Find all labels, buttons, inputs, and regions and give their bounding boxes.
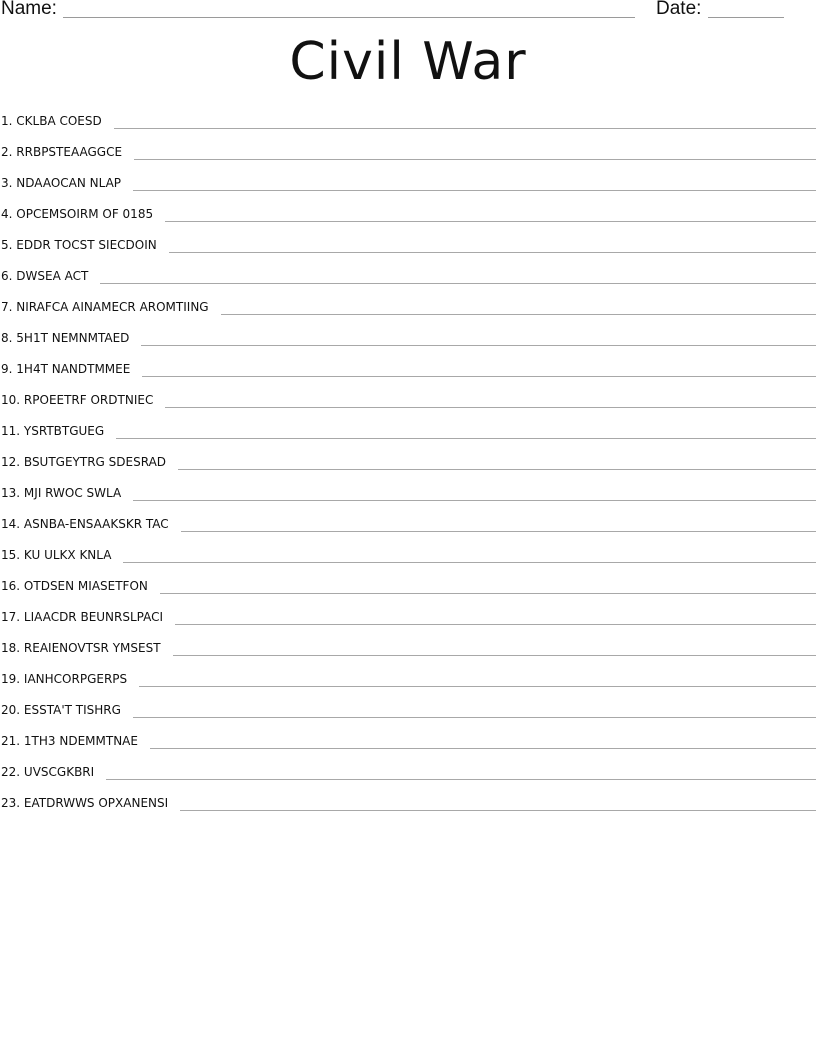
item-number: 20. bbox=[1, 703, 21, 717]
item-number: 23. bbox=[1, 796, 21, 810]
scrambled-word bbox=[0, 575, 148, 597]
item-number: 14. bbox=[1, 517, 21, 531]
scramble-item bbox=[0, 699, 816, 730]
scramble-item bbox=[0, 420, 816, 451]
scrambled-word bbox=[0, 327, 129, 349]
scrambled-word bbox=[0, 234, 157, 256]
scrambled-word bbox=[0, 668, 127, 690]
answer-line[interactable] bbox=[123, 562, 816, 563]
scrambled-letters: REAIENOVTSR YMSEST bbox=[23, 641, 161, 655]
scrambled-letters: ESSTA'T TISHRG bbox=[23, 703, 121, 717]
worksheet-header bbox=[0, 0, 816, 24]
scrambled-letters: 1TH3 NDEMMTNAE bbox=[23, 734, 138, 748]
scramble-item bbox=[0, 327, 816, 358]
scrambled-letters: CKLBA COESD bbox=[16, 114, 102, 128]
scrambled-word bbox=[0, 172, 121, 194]
scramble-item bbox=[0, 792, 816, 823]
scramble-item bbox=[0, 482, 816, 513]
name-label: Name: bbox=[1, 0, 57, 19]
scramble-item bbox=[0, 234, 816, 265]
answer-line[interactable] bbox=[133, 717, 816, 718]
scrambled-word bbox=[0, 544, 111, 566]
scrambled-letters: EDDR TOCST SIECDOIN bbox=[16, 238, 157, 252]
answer-line[interactable] bbox=[142, 376, 816, 377]
answer-line[interactable] bbox=[181, 531, 816, 532]
scramble-item bbox=[0, 513, 816, 544]
scramble-item bbox=[0, 544, 816, 575]
item-number: 1. bbox=[1, 114, 13, 128]
scrambled-word bbox=[0, 451, 166, 473]
answer-line[interactable] bbox=[169, 252, 816, 253]
answer-line[interactable] bbox=[165, 221, 816, 222]
scramble-item bbox=[0, 296, 816, 327]
item-number: 8. bbox=[1, 331, 13, 345]
item-number: 17. bbox=[1, 610, 21, 624]
item-number: 5. bbox=[1, 238, 13, 252]
scrambled-word bbox=[0, 482, 121, 504]
scrambled-letters: OPCEMSOIRM OF 0185 bbox=[16, 207, 154, 221]
item-number: 18. bbox=[1, 641, 21, 655]
item-number: 4. bbox=[1, 207, 13, 221]
answer-line[interactable] bbox=[116, 438, 816, 439]
scrambled-letters: MJI RWOC SWLA bbox=[23, 486, 122, 500]
item-number: 6. bbox=[1, 269, 13, 283]
scrambled-word bbox=[0, 141, 122, 163]
scrambled-word bbox=[0, 420, 104, 442]
answer-line[interactable] bbox=[114, 128, 816, 129]
scramble-item bbox=[0, 265, 816, 296]
scramble-item bbox=[0, 389, 816, 420]
scrambled-word bbox=[0, 699, 121, 721]
answer-line[interactable] bbox=[165, 407, 816, 408]
scramble-item bbox=[0, 141, 816, 172]
scrambled-letters: UVSCGKBRI bbox=[23, 765, 95, 779]
scrambled-word bbox=[0, 637, 161, 659]
name-answer-line[interactable] bbox=[63, 17, 635, 18]
answer-line[interactable] bbox=[141, 345, 816, 346]
scrambled-letters: ASNBA-ENSAAKSKR TAC bbox=[23, 517, 169, 531]
answer-line[interactable] bbox=[221, 314, 816, 315]
scrambled-word bbox=[0, 730, 138, 752]
date-answer-line[interactable] bbox=[708, 17, 784, 18]
item-number: 9. bbox=[1, 362, 13, 376]
scrambled-word bbox=[0, 296, 209, 318]
answer-line[interactable] bbox=[139, 686, 816, 687]
answer-line[interactable] bbox=[106, 779, 816, 780]
scrambled-word bbox=[0, 389, 153, 411]
answer-line[interactable] bbox=[133, 190, 816, 191]
answer-line[interactable] bbox=[150, 748, 816, 749]
scrambled-letters: EATDRWWS OPXANENSI bbox=[23, 796, 169, 810]
item-number: 21. bbox=[1, 734, 21, 748]
item-number: 7. bbox=[1, 300, 13, 314]
scramble-item bbox=[0, 451, 816, 482]
scramble-item bbox=[0, 668, 816, 699]
word-scramble-list bbox=[0, 110, 816, 823]
scrambled-letters: YSRTBTGUEG bbox=[23, 424, 105, 438]
item-number: 10. bbox=[1, 393, 21, 407]
scramble-item bbox=[0, 203, 816, 234]
scrambled-letters: OTDSEN MIASETFON bbox=[23, 579, 148, 593]
item-number: 13. bbox=[1, 486, 21, 500]
scrambled-letters: 1H4T NANDTMMEE bbox=[16, 362, 131, 376]
item-number: 3. bbox=[1, 176, 13, 190]
scrambled-word bbox=[0, 513, 169, 535]
answer-line[interactable] bbox=[160, 593, 816, 594]
answer-line[interactable] bbox=[178, 469, 816, 470]
scramble-item bbox=[0, 730, 816, 761]
scrambled-word bbox=[0, 761, 94, 783]
scramble-item bbox=[0, 761, 816, 792]
scramble-item bbox=[0, 172, 816, 203]
answer-line[interactable] bbox=[175, 624, 816, 625]
item-number: 2. bbox=[1, 145, 13, 159]
scrambled-word bbox=[0, 792, 168, 814]
item-number: 19. bbox=[1, 672, 21, 686]
scramble-item bbox=[0, 358, 816, 389]
scramble-item bbox=[0, 575, 816, 606]
scrambled-word bbox=[0, 606, 163, 628]
scrambled-letters: IANHCORPGERPS bbox=[23, 672, 128, 686]
scrambled-letters: KU ULKX KNLA bbox=[23, 548, 112, 562]
scrambled-letters: BSUTGEYTRG SDESRAD bbox=[23, 455, 167, 469]
scrambled-letters: NDAAOCAN NLAP bbox=[16, 176, 122, 190]
scrambled-word bbox=[0, 358, 130, 380]
page-title: Civil War bbox=[289, 32, 527, 92]
scrambled-word bbox=[0, 203, 153, 225]
scrambled-letters: RRBPSTEAAGGCE bbox=[16, 145, 123, 159]
scrambled-letters: LIAACDR BEUNRSLPACI bbox=[23, 610, 164, 624]
scramble-item bbox=[0, 110, 816, 141]
item-number: 15. bbox=[1, 548, 21, 562]
scrambled-letters: RPOEETRF ORDTNIEC bbox=[23, 393, 154, 407]
answer-line[interactable] bbox=[180, 810, 816, 811]
scramble-item bbox=[0, 606, 816, 637]
answer-line[interactable] bbox=[134, 159, 816, 160]
answer-line[interactable] bbox=[100, 283, 816, 284]
date-label: Date: bbox=[656, 0, 702, 19]
item-number: 11. bbox=[1, 424, 21, 438]
scrambled-letters: 5H1T NEMNMTAED bbox=[16, 331, 130, 345]
scrambled-letters: DWSEA ACT bbox=[16, 269, 89, 283]
answer-line[interactable] bbox=[133, 500, 816, 501]
answer-line[interactable] bbox=[173, 655, 816, 656]
scrambled-word bbox=[0, 110, 102, 132]
scrambled-word bbox=[0, 265, 88, 287]
item-number: 16. bbox=[1, 579, 21, 593]
scramble-item bbox=[0, 637, 816, 668]
item-number: 12. bbox=[1, 455, 21, 469]
item-number: 22. bbox=[1, 765, 21, 779]
scrambled-letters: NIRAFCA AINAMECR AROMTIING bbox=[16, 300, 209, 314]
